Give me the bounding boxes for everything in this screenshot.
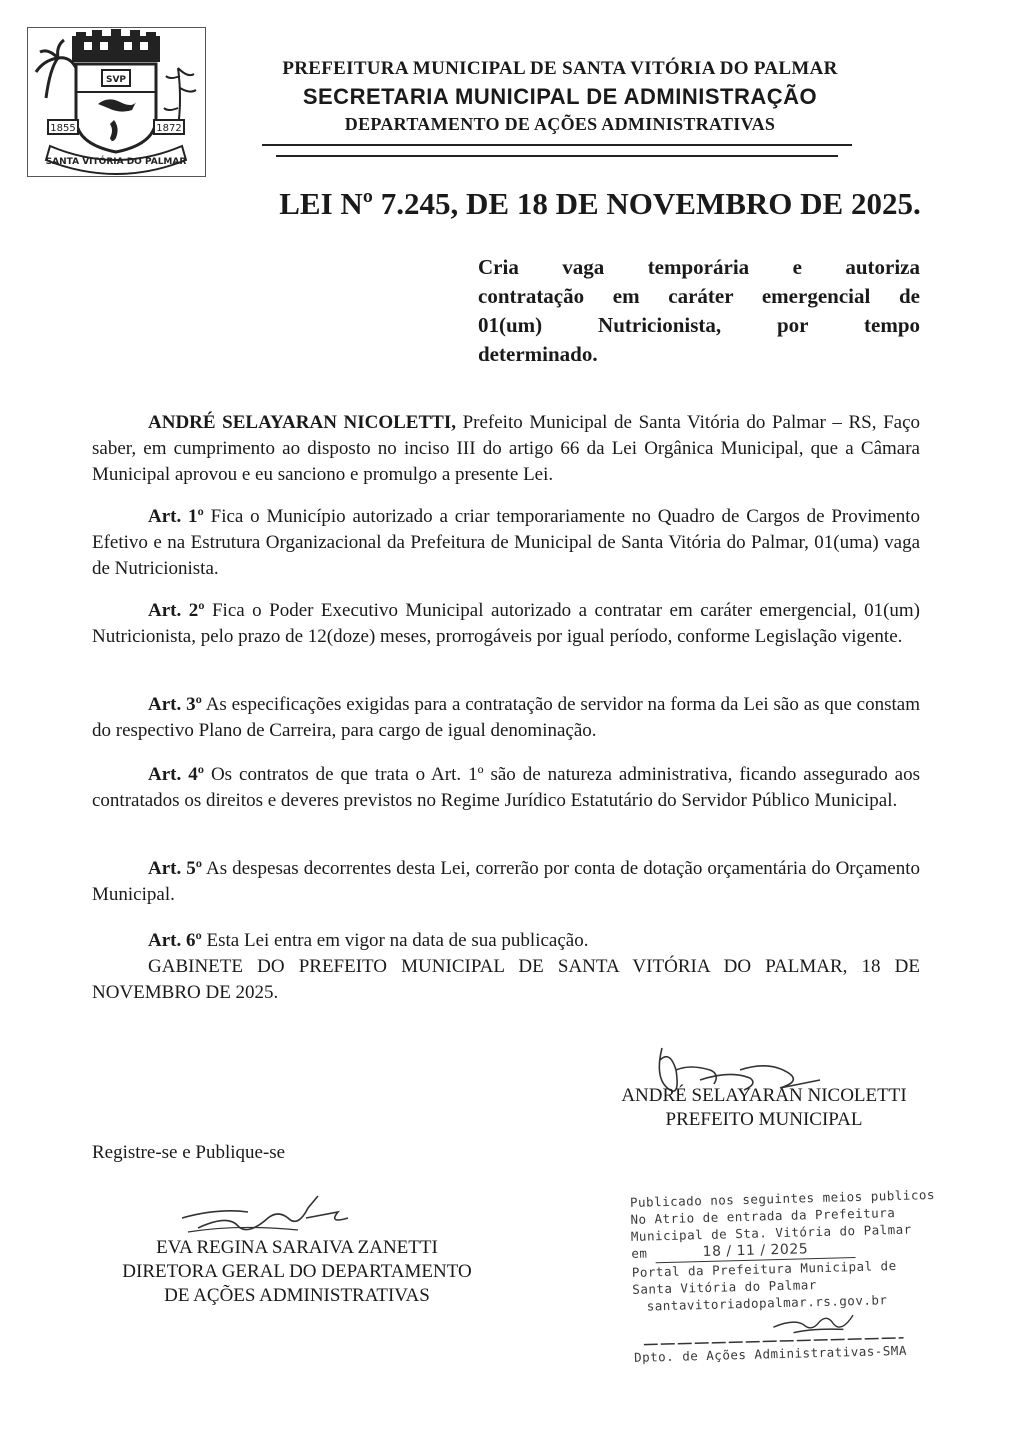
closing-gabinete <box>92 954 920 1006</box>
closing-text: GABINETE DO PREFEITO MUNICIPAL DE SANTA VITÓRIA DO PALMAR, 18 DE NOVEMBRO DE 2025. <box>92 956 920 1003</box>
law-ementa <box>478 253 920 369</box>
stamp-line: Santa Vitória do Palmar <box>632 1277 818 1297</box>
mayor-name: ANDRÉ SELAYARAN NICOLETTI <box>621 1085 907 1106</box>
mayor-signature-block <box>596 1084 932 1132</box>
ementa-line: contratação em caráter emergencial de <box>478 284 920 308</box>
article-text: Fica o Poder Executivo Municipal autorizado a contratar em caráter emergencial, 01(um) Nutricionista, pelo prazo de 12(doze) meses, prorrogáveis por igual período, conforme Legislação vigente. <box>92 600 921 647</box>
stamp-date-prefix: em <box>631 1245 648 1261</box>
preamble <box>92 410 920 488</box>
article-5 <box>92 856 920 908</box>
stamp-date: 18 / 11 / 2025 <box>655 1240 855 1263</box>
article-text: As despesas decorrentes desta Lei, correrão por conta de dotação orçamentária do Orçamento Municipal. <box>92 858 920 905</box>
law-title: LEI Nº 7.245, DE 18 DE NOVEMBRO DE 2025. <box>279 186 921 221</box>
article-label: Art. 2º <box>148 600 205 621</box>
publication-stamp <box>629 1186 936 1366</box>
ementa-line: determinado. <box>478 342 598 366</box>
stamp-line: No Atrio de entrada da Prefeitura <box>630 1204 896 1227</box>
stamp-website: santavitoriadopalmar.rs.gov.br <box>646 1292 888 1314</box>
article-label: Art. 5º <box>148 858 203 879</box>
header-rule-top <box>262 144 852 146</box>
director-name: EVA REGINA SARAIVA ZANETTI <box>156 1237 438 1258</box>
header-secretaria: SECRETARIA MUNICIPAL DE ADMINISTRAÇÃO <box>302 84 818 109</box>
stamp-signature-icon <box>643 1308 904 1349</box>
article-2 <box>92 598 920 650</box>
mayor-role: PREFEITO MUNICIPAL <box>665 1109 863 1130</box>
crest-monogram: SVP <box>105 75 127 85</box>
article-text: As especificações exigidas para a contratação de servidor na forma da Lei são as que constam do respectivo Plano de Carreira, para cargo de igual denominação. <box>92 694 921 741</box>
article-6 <box>92 928 920 954</box>
article-label: Art. 1º <box>148 506 204 527</box>
article-text: Os contratos de que trata o Art. 1º são de natureza administrativa, ficando assegurado aos contratados os direitos e deveres previstos no Regime Jurídico Estatutário do Servidor Público Municipal. <box>92 764 920 811</box>
header-departamento: DEPARTAMENTO DE AÇÕES ADMINISTRATIVAS <box>344 114 776 134</box>
article-text: Esta Lei entra em vigor na data de sua publicação. <box>206 930 589 951</box>
article-3 <box>92 692 920 744</box>
crest-emblem-icon <box>28 28 205 176</box>
article-4 <box>92 762 920 814</box>
crest-year-left: 1855 <box>50 123 76 134</box>
stamp-line: Publicado nos seguintes meios publicos <box>629 1186 936 1210</box>
director-role-line2: DE AÇÕES ADMINISTRATIVAS <box>164 1285 430 1306</box>
stamp-line: Municipal de Sta. Vitória do Palmar <box>630 1221 912 1244</box>
ementa-line: 01(um) Nutricionista, por tempo <box>478 313 920 337</box>
director-role-line1: DIRETORA GERAL DO DEPARTAMENTO <box>122 1261 472 1282</box>
preamble-text: Prefeito Municipal de Santa Vitória do Palmar – RS, Faço saber, em cumprimento ao disposto no inciso III do artigo 66 da Lei Orgânica Municipal, que a Câmara Municipal aprovou e eu sanciono e promulgo a presente Lei. <box>92 412 921 485</box>
article-1 <box>92 504 920 582</box>
article-label: Art. 3º <box>148 694 202 715</box>
ementa-line: Cria vaga temporária e autoriza <box>478 255 920 279</box>
crest-motto: SANTA VITÓRIA DO PALMAR <box>45 157 187 167</box>
stamp-line: Portal da Prefeitura Municipal de <box>631 1257 897 1280</box>
article-text: Fica o Município autorizado a criar temporariamente no Quadro de Cargos de Provimento Efetivo e na Estrutura Organizacional da Prefeitura de Municipal de Santa Vitória do Palmar, 01(uma) vaga de Nutricionista. <box>92 506 920 579</box>
article-label: Art. 4º <box>148 764 204 785</box>
header-rule-bottom <box>276 155 838 157</box>
mayor-name-inline: ANDRÉ SELAYARAN NICOLETTI, <box>148 412 456 433</box>
header-prefeitura: PREFEITURA MUNICIPAL DE SANTA VITÓRIA DO PALMAR <box>282 58 838 79</box>
article-label: Art. 6º <box>148 930 202 951</box>
stamp-department: Dpto. de Ações Administrativas-SMA <box>633 1342 908 1365</box>
register-note: Registre-se e Publique-se <box>92 1142 286 1163</box>
director-signature-block <box>92 1236 502 1308</box>
municipal-crest <box>27 27 206 177</box>
crest-year-right: 1872 <box>156 123 182 134</box>
